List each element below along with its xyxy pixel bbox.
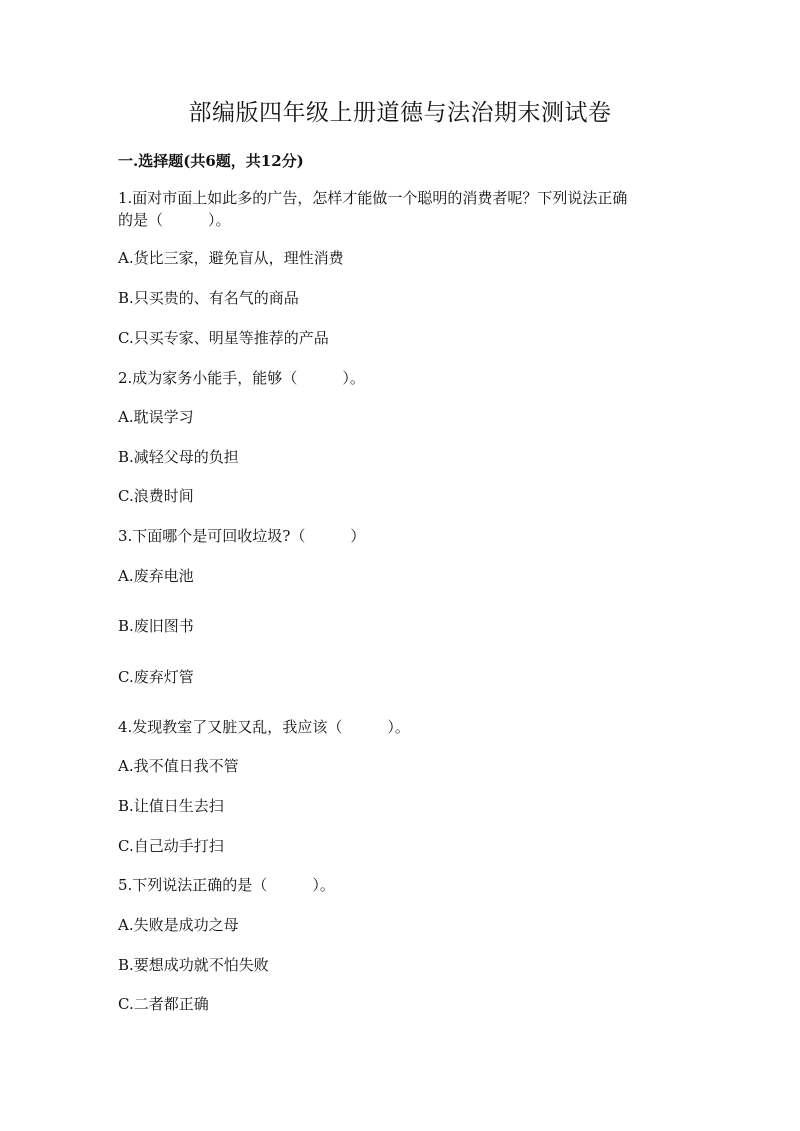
- question-3-option-c: C.废弃灯管: [118, 668, 194, 686]
- question-3-stem: 3.下面哪个是可回收垃圾?（ ）: [118, 527, 366, 545]
- question-4-option-c: C.自己动手打扫: [118, 837, 224, 855]
- question-4-option-b: B.让值日生去扫: [118, 797, 224, 815]
- question-4-stem: 4.发现教室了又脏又乱，我应该（ ）。: [118, 718, 410, 736]
- question-5-option-c: C.二者都正确: [118, 995, 209, 1013]
- question-5-stem: 5.下列说法正确的是（ ）。: [118, 876, 335, 894]
- question-1-option-b: B.只买贵的、有名气的商品: [118, 289, 299, 307]
- question-2-option-c: C.浪费时间: [118, 487, 194, 505]
- question-5-option-b: B.要想成功就不怕失败: [118, 956, 269, 974]
- question-2-option-a: A.耽误学习: [118, 408, 194, 426]
- question-4-option-a: A.我不值日我不管: [118, 757, 239, 775]
- question-2-option-b: B.减轻父母的负担: [118, 448, 239, 466]
- question-5-option-a: A.失败是成功之母: [118, 916, 239, 934]
- question-2-stem: 2.成为家务小能手，能够（ ）。: [118, 369, 365, 387]
- question-3-option-a: A.废弃电池: [118, 567, 194, 585]
- question-1-option-a: A.货比三家，避免盲从，理性消费: [118, 249, 344, 267]
- page-title: 部编版四年级上册道德与法治期末测试卷: [188, 100, 612, 126]
- question-1-option-c: C.只买专家、明星等推荐的产品: [118, 329, 329, 347]
- question-3-option-b: B.废旧图书: [118, 617, 194, 635]
- section-heading: 一.选择题(共6题，共12分): [118, 152, 304, 170]
- question-1-stem-line-2: 的是（ ）。: [118, 211, 231, 229]
- question-1-stem-line-1: 1.面对市面上如此多的广告，怎样才能做一个聪明的消费者呢？下列说法正确: [118, 189, 628, 207]
